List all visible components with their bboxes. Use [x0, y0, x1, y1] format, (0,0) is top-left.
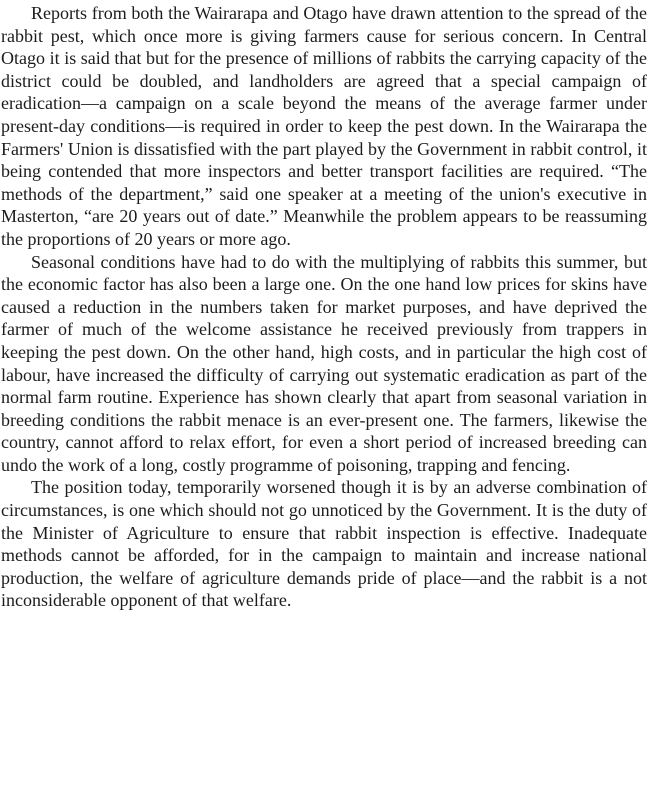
- paragraph-government-position: The position today, temporarily worsened though it is by an adverse combination of circumstances, is one which should not go unnoticed by the Government. It is the duty of the Minister of Agriculture to ensure that rabbit inspection is effective. Inadequate methods cannot be afforded, for in the campaign to maintain and increase national production, the welfare of agriculture demands pride of place—and the rabbit is a not inconsiderable opponent of that welfare.: [1, 477, 647, 611]
- paragraph-rabbit-pest-reports: Reports from both the Wairarapa and Otago have drawn attention to the spread of the rabbit pest, which once more is giving farmers cause for serious concern. In Central Otago it is said that but for the presence of millions of rabbits the carrying capacity of the district could be doubled, and landholders are agreed that a special campaign of eradication—a campaign on a scale beyond the means of the average farmer under present-day conditions—is required in order to keep the pest down. In the Wairarapa the Farmers' Union is dissatisfied with the part played by the Government in rabbit control, it being contended that more inspectors and better transport facilities are required. “The methods of the department,” said one speaker at a meeting of the union's executive in Masterton, “are 20 years out of date.” Meanwhile the problem appears to be reassuming the proportions of 20 years or more ago.: [1, 3, 647, 249]
- paragraph-seasonal-conditions: Seasonal conditions have had to do with the multiplying of rabbits this summer, but the economic factor has also been a large one. On the one hand low prices for skins have caused a reduction in the numbers taken for market purposes, and have deprived the farmer of much of the welcome assistance he received previously from trappers in keeping the pest down. On the other hand, high costs, and in particular the high cost of labour, have increased the difficulty of carrying out systematic eradication as part of the normal farm routine. Experience has shown clearly that apart from seasonal variation in breeding conditions the rabbit menace is an ever-present one. The farmers, likewise the country, cannot afford to relax effort, for even a short period of increased breeding can undo the work of a long, costly programme of poisoning, trapping and fencing.: [1, 251, 647, 475]
